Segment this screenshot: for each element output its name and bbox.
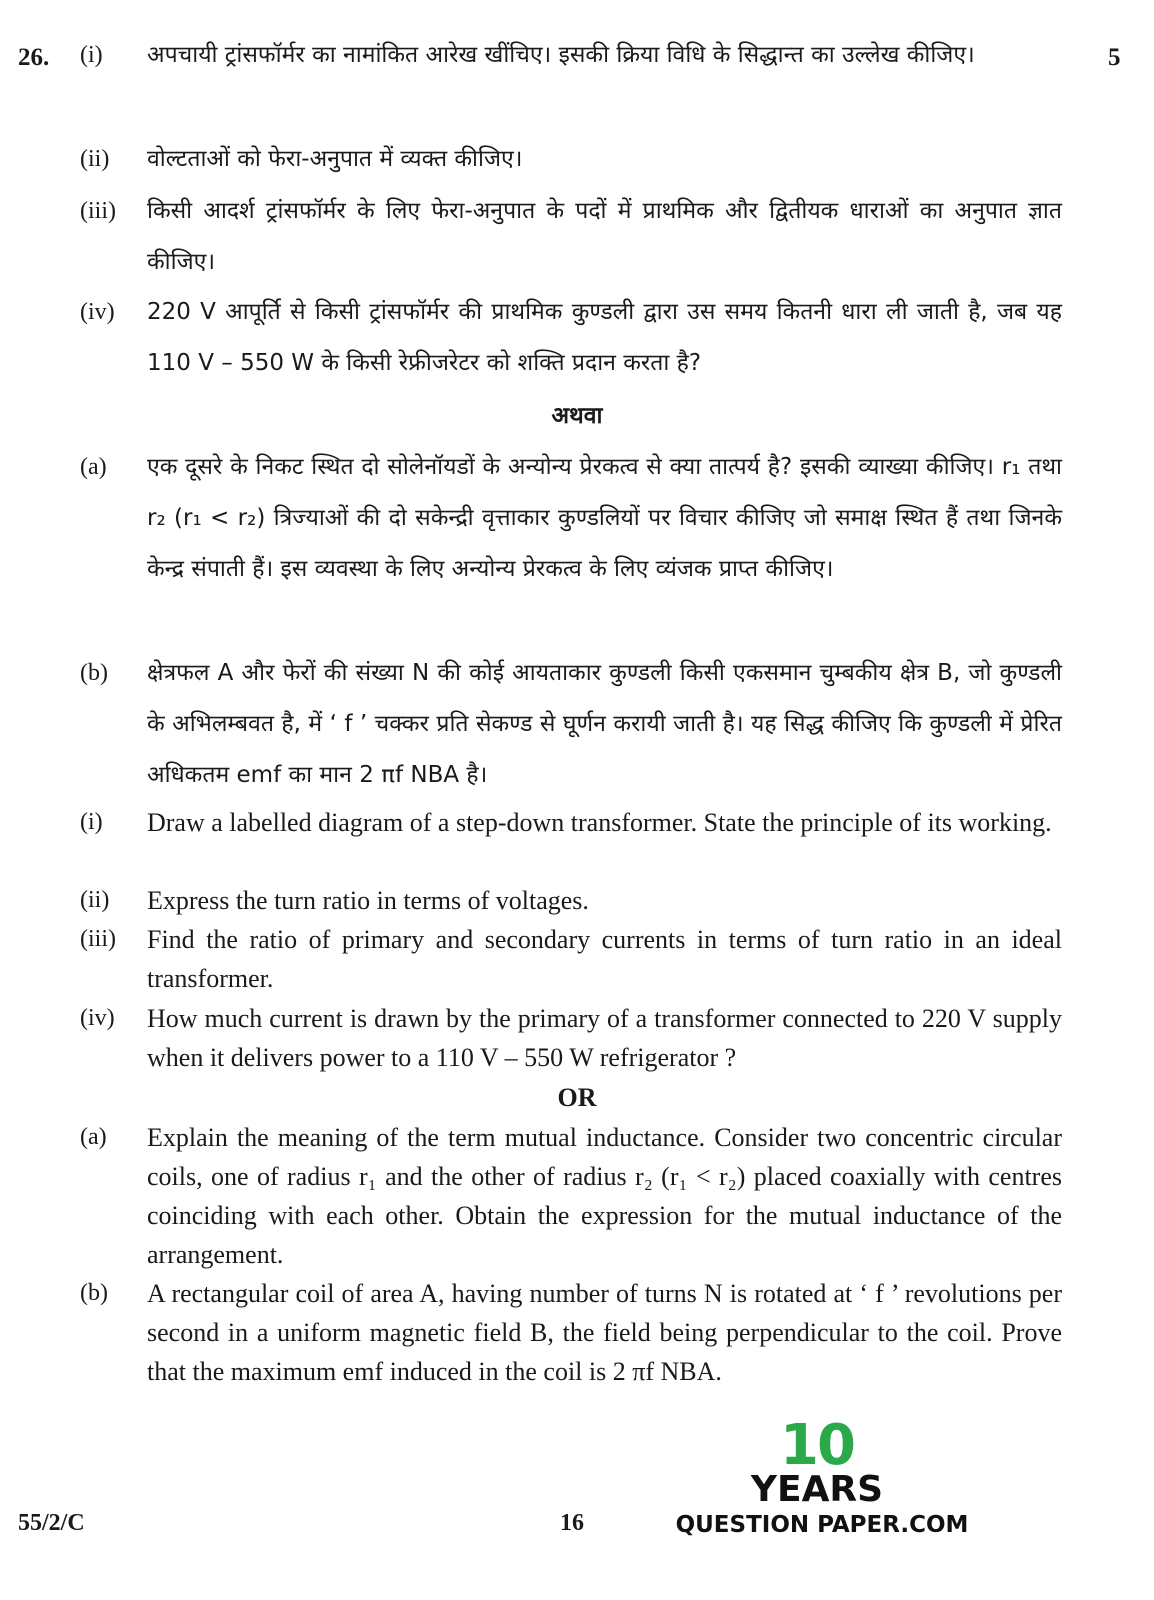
or-divider-english: OR: [557, 1083, 597, 1112]
part-label: (a): [80, 454, 107, 480]
logo-years: YEARS: [750, 1469, 884, 1510]
question-number: 26.: [18, 44, 50, 71]
part-label: (iii): [80, 198, 116, 224]
part-text: A rectangular coil of area A, having number of turns N is rotated at ‘ f ’ revolutions per second in a uniform magnetic field B, the field being perpendicular to the coil. Prove that the maximum emf induced in the coil is 2 πf NBA.: [147, 1279, 1062, 1386]
question-marks: 5: [1108, 44, 1121, 71]
part-text: Draw a labelled diagram of a step-down transformer. State the principle of its working.: [147, 808, 1052, 837]
part-text: क्षेत्रफल A और फेरों की संख्या N की कोई आयताकार कुण्डली किसी एकसमान चुम्बकीय क्षेत्र B, जो कुण्डली के अभिलम्बवत है, में ‘ f ’ चक्कर प्रति सेकण्ड से घूर्णन करायी जाती है। यह सिद्ध कीजिए कि कुण्डली में प्रेरित अधिकतम emf का मान 2 πf NBA है।: [147, 660, 1062, 788]
part-label: (iv): [80, 1005, 115, 1031]
part-label: (i): [80, 42, 103, 68]
paper-code: 55/2/C: [18, 1510, 85, 1536]
logo-site-name: QUESTION PAPER.COM: [675, 1512, 969, 1538]
part-label: (ii): [80, 146, 110, 172]
part-text: Find the ratio of primary and secondary currents in terms of turn ratio in an ideal transformer.: [147, 925, 1062, 993]
part-text: Explain the meaning of the term mutual inductance. Consider two concentric circular coils, one of radius r₁ and the other of radius r₂ (r₁ < r₂) placed coaxially with centres coinciding with each other. Obtain the expression for the mutual inductance of the arrangement.: [147, 1123, 1062, 1269]
or-divider-hindi: अथवा: [551, 403, 603, 429]
part-text: अपचायी ट्रांसफॉर्मर का नामांकित आरेख खींचिए। इसकी क्रिया विधि के सिद्धान्त का उल्लेख कीजिए।: [147, 42, 975, 68]
part-text: एक दूसरे के निकट स्थित दो सोलेनॉयडों के अन्योन्य प्रेरकत्व से क्या तात्पर्य है? इसकी व्याख्या कीजिए। r₁ तथा r₂ (r₁ < r₂) त्रिज्याओं की दो सकेन्द्री वृत्ताकार कुण्डलियों पर विचार कीजिए जो समाक्ष स्थित हैं तथा जिनके केन्द्र संपाती हैं। इस व्यवस्था के लिए अन्योन्य प्रेरकत्व के लिए व्यंजक प्राप्त कीजिए।: [147, 454, 1062, 582]
part-label: (iv): [80, 299, 115, 325]
part-text: किसी आदर्श ट्रांसफॉर्मर के लिए फेरा-अनुपात के पदों में प्राथमिक और द्वितीयक धाराओं का अनुपात ज्ञात कीजिए।: [147, 198, 1062, 275]
watermark-logo: [672, 1413, 972, 1548]
part-label: (b): [80, 1280, 108, 1306]
part-text: 220 V आपूर्ति से किसी ट्रांसफॉर्मर की प्राथमिक कुण्डली द्वारा उस समय कितनी धारा ली जाती है, जब यह 110 V – 550 W के किसी रेफ्रीजरेटर को शक्ति प्रदान करता है?: [147, 299, 1062, 376]
part-label: (iii): [80, 926, 116, 952]
part-label: (b): [80, 660, 108, 686]
part-label: (i): [80, 809, 103, 835]
part-label: (a): [80, 1124, 107, 1150]
part-text: वोल्टताओं को फेरा-अनुपात में व्यक्त कीजिए।: [147, 146, 523, 172]
part-label: (ii): [80, 887, 110, 913]
part-text: Express the turn ratio in terms of voltages.: [147, 886, 589, 915]
logo-number: 10: [780, 1413, 854, 1478]
page-number: 16: [560, 1510, 584, 1536]
part-text: How much current is drawn by the primary of a transformer connected to 220 V supply when it delivers power to a 110 V – 550 W refrigerator ?: [147, 1004, 1062, 1072]
